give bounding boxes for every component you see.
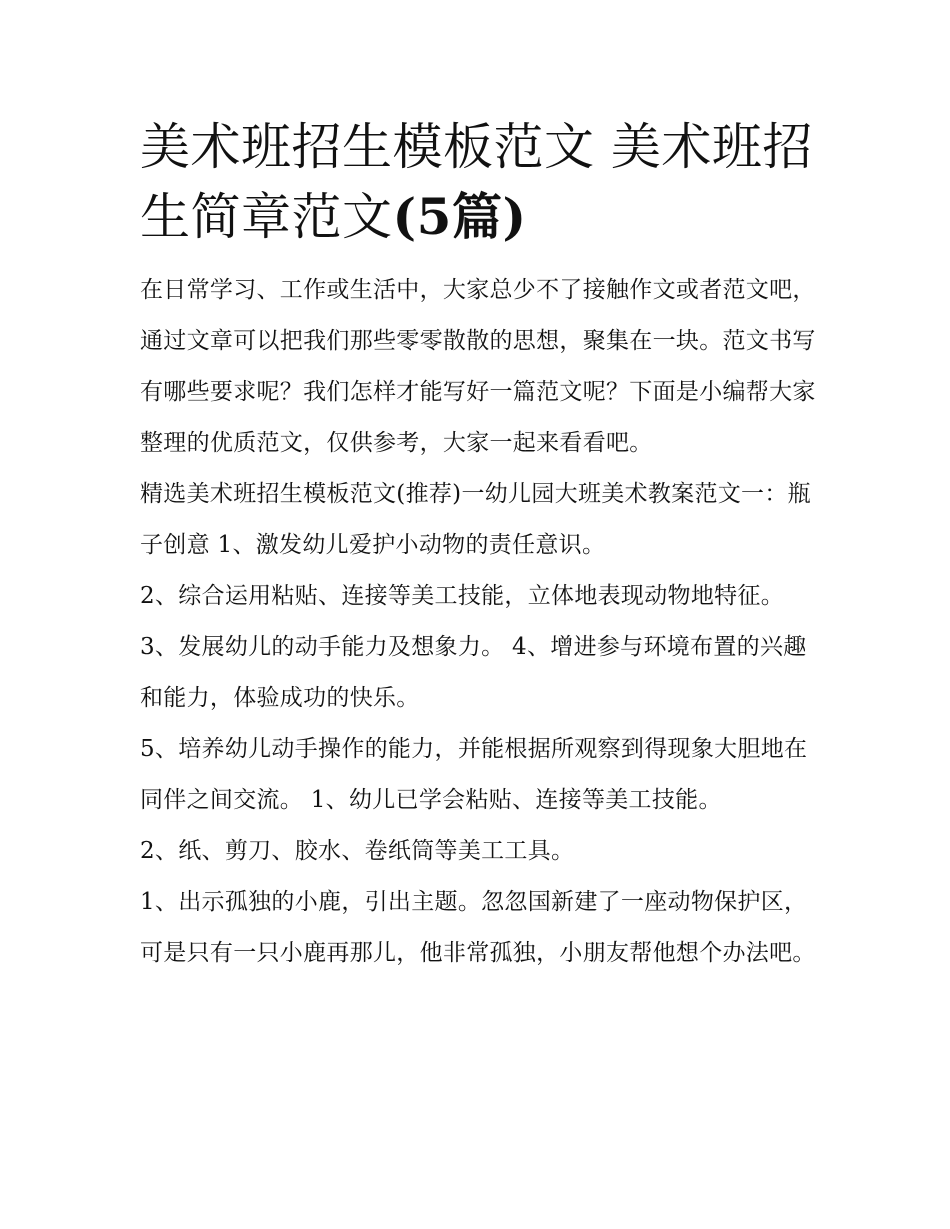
- document-page: [140, 112, 820, 979]
- section-heading-paragraph: 精选美术班招生模板范文(推荐)一幼儿园大班美术教案范文一：瓶子创意 1、激发幼儿爱护小动物的责任意识。: [140, 481, 811, 558]
- title-main-text: 美术班招生模板范文 美术班招生简章范文: [140, 118, 813, 246]
- process-paragraph: 1、出示孤独的小鹿，引出主题。忽忽国新建了一座动物保护区，可是只有一只小鹿再那儿，他非常孤独，小朋友帮他想个办法吧。: [140, 889, 816, 966]
- goal-five-paragraph: 5、培养幼儿动手操作的能力，并能根据所观察到得现象大胆地在同伴之间交流。 1、幼儿已学会粘贴、连接等美工技能。: [140, 736, 808, 813]
- document-body: [140, 265, 820, 979]
- goals-paragraph: 2、综合运用粘贴、连接等美工技能，立体地表现动物地特征。 3、发展幼儿的动手能力及想象力。 4、增进参与环境布置的兴趣和能力，体验成功的快乐。: [140, 583, 807, 711]
- intro-paragraph: 在日常学习、工作或生活中，大家总少不了接触作文或者范文吧，通过文章可以把我们那些零零散散的思想，聚集在一块。范文书写有哪些要求呢？我们怎样才能写好一篇范文呢？下面是小编帮大家整理的优质范文，仅供参考，大家一起来看看吧。: [140, 277, 816, 456]
- title-suffix-text: (5篇): [392, 187, 527, 246]
- document-title: [140, 112, 820, 252]
- materials-paragraph: 2、纸、剪刀、胶水、卷纸筒等美工工具。: [140, 838, 575, 864]
